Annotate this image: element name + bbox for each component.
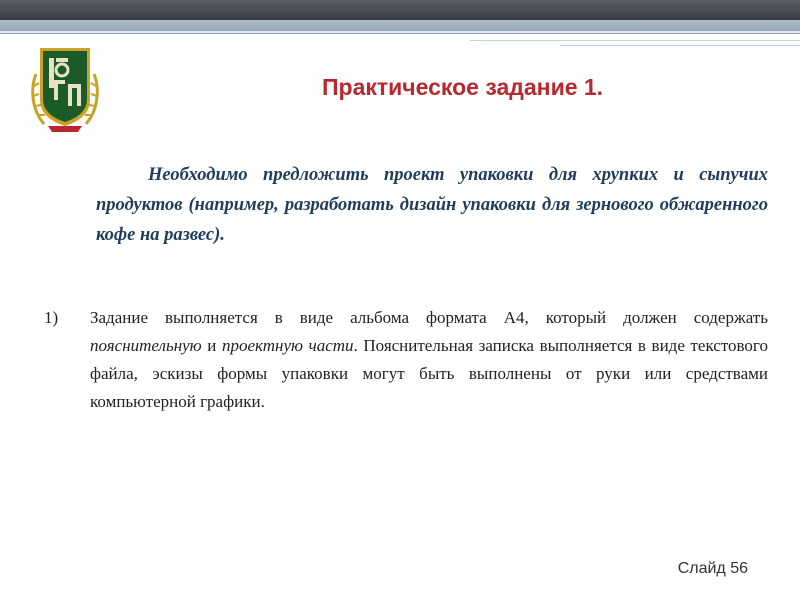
list-item: [44, 304, 768, 416]
emphasis-project-parts: проектную части: [221, 336, 354, 355]
university-emblem-icon: [30, 44, 100, 134]
list-item-text: Задание выполняется в виде альбома формата А4, который должен содержать пояснительную и проектную части. Пояснительная записка выполняется в виде текстового файла, эскизы формы упаковки могут быть выполнены от руки или средствами компьютерной графики.: [90, 308, 768, 411]
emphasis-explanatory: пояснительную: [90, 336, 202, 355]
slide-title: Практическое задание 1.: [322, 74, 604, 100]
header-accent-stripe: [0, 31, 800, 33]
slide-number: Слайд 56: [677, 560, 748, 577]
header-accent-band: [0, 20, 800, 34]
header-bar: [0, 0, 800, 20]
list-item-number: 1): [44, 308, 59, 327]
decorative-line: [470, 40, 800, 41]
task-description: Необходимо предложить проект упаковки для хрупких и сыпучих продуктов (например, разработать дизайн упаковки для зернового обжаренного кофе на развес).: [96, 165, 768, 245]
decorative-line: [560, 45, 800, 46]
